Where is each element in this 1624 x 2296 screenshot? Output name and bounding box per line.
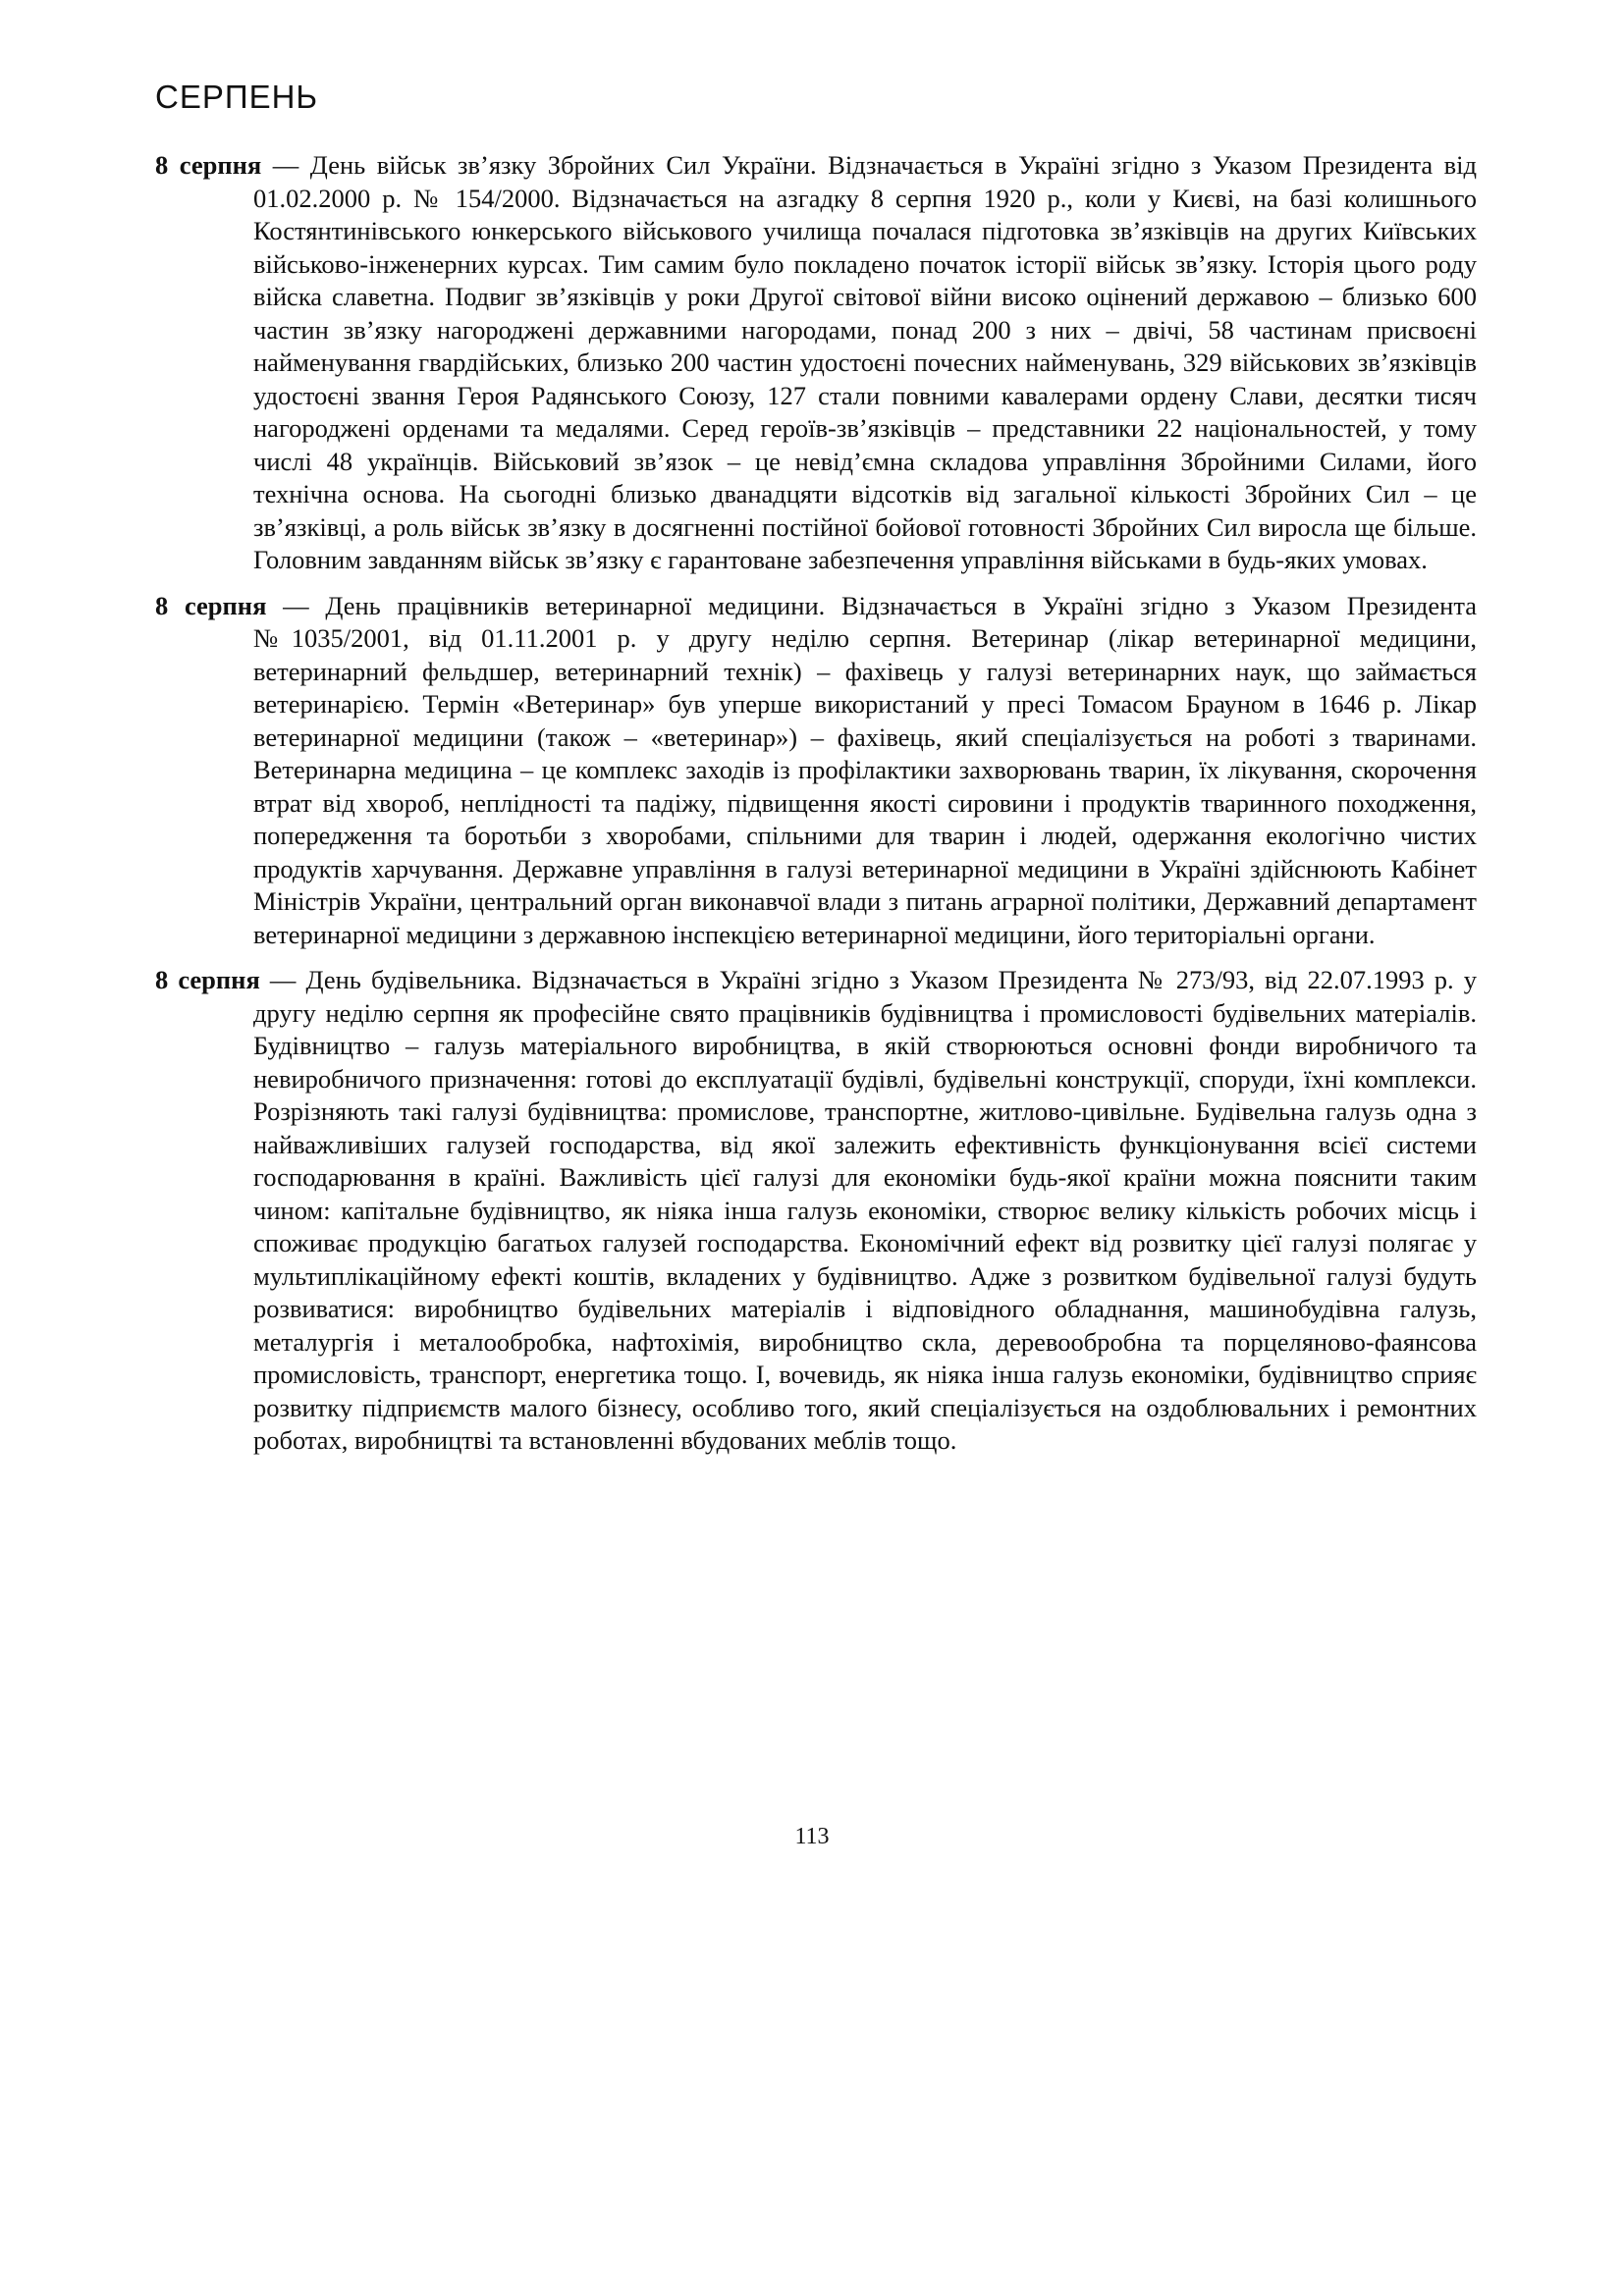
entry-text: День військ зв’язку Збройних Сил України. Відзначається в Україні згідно з Указом Президента від 01.02.2000 р. № 154/2000. Відзначається на азгадку 8 серпня 1920 р., коли у Києві, на базі колишнього Костянтинівського юнкерського військового училища почалася підготовка зв’язківців на других Київських військово-інженерних курсах. Тим самим було покладено початок історії військ зв’язку. Історія цього роду війска славетна. Подвиг зв’язківців у роки Другої світової війни високо оцінений державою – близько 600 частин зв’язку нагороджені державними нагородами, понад 200 з них – двічі, 58 частинам присвоєні найменування гвардійських, близько 200 частин удостоєні почесних найменувань, 329 військових зв’язківців удостоєні звання Героя Радянського Союзу, 127 стали повними кавалерами ордену Слави, десятки тисяч нагороджені орденами та медалями. Серед героїв-зв’язківців – представники 22 національностей, у тому числі 48 українців. Військовий зв’язок – це невід’ємна складова управління Збройними Силами, його технічна основа. На сьогодні близько дванадцяти відсотків від загальної кількості Збройних Сил – це зв’язківці, а роль військ зв’язку в досягненні постійної бойової готовності Збройних Сил виросла ще більше. Головним завданням військ зв’язку є гарантоване забезпечення управління військами в будь-яких умовах. — [253, 150, 1477, 574]
entry-dash: — — [272, 150, 299, 180]
holiday-entry-military-communications — [155, 149, 1477, 577]
holiday-entry-builders — [155, 964, 1477, 1458]
holiday-list — [155, 149, 1477, 1470]
entry-date: 8 серпня — [155, 150, 262, 180]
holiday-entry-veterinary — [155, 590, 1477, 952]
entry-text: День працівників ветеринарної медицини. Відзначається в Україні згідно з Указом Президента №1035/2001, від 01.11.2001 р. у другу неділю серпня. Ветеринар (лікар ветеринарної медицини, ветеринарний фельдшер, ветеринарний технік) – фахівець у галузі ветеринарних наук, що займається ветеринарією. Термін «Ветеринар» був уперше використаний у пресі Томасом Брауном в 1646 р. Лікар ветеринарної медицини (також – «ветеринар») – фахівець, який спеціалізується на роботі з тваринами. Ветеринарна медицина – це комплекс заходів із профілактики захворювань тварин, їх лікування, скорочення втрат від хвороб, неплідності та падіжу, підвищення якості сировини і продуктів тваринного походження, попередження та боротьби з хворобами, спільними для тварин і людей, одержання екологічно чистих продуктів харчування. Державне управління в галузі ветеринарної медицини в Україні здійснюють Кабінет Міністрів України, центральний орган виконавчої влади з питань аграрної політики, Державний департамент ветеринарної медицини з державною інспекцією ветеринарної медицини, його територіальні органи. — [253, 590, 1478, 949]
entry-dash: — — [269, 965, 297, 994]
entry-dash: — — [283, 590, 309, 620]
entry-date: 8 серпня — [155, 965, 260, 994]
month-heading: СЕРПЕНЬ — [155, 79, 319, 115]
entry-text: День будівельника. Відзначається в Україні згідно з Указом Президента № 273/93, від 22.07.1993 р. у другу неділю серпня як професійне свято працівників будівництва і промисловості будівельних матеріалів. Будівництво – галузь матеріального виробництва, в якій створюються основні фонди виробничого та невиробничого призначення: готові до експлуатації будівлі, будівельні конструкції, споруди, їхні комплекси. Розрізняють такі галузі будівництва: промислове, транспортне, житлово-цивільне. Будівельна галузь одна з найважливіших галузей господарства, від якої залежить ефективність функціонування всієї системи господарювання в країні. Важливість цієї галузі для економіки будь-якої країни можна пояснити таким чином: капітальне будівництво, як ніяка інша галузь економіки, створює велику кількість робочих місць і споживає продукцію багатьох галузей господарства. Економічний ефект від розвитку цієї галузі полягає у мультиплікаційному ефекті коштів, вкладених у будівництво. Адже з розвитком будівельної галузі будуть розвиватися: виробництво будівельних матеріалів і відповідного обладнання, машинобудівна галузь, металургія і металообробка, нафтохімія, виробництво скла, деревообробна та порцеляново-фаянсова промисловість, транспорт, енергетика тощо. І, вочевидь, як ніяка інша галузь економіки, будівництво сприяє розвитку підприємств малого бізнесу, особливо того, який спеціалізується на оздоблювальних і ремонтних роботах, виробництві та встановленні вбудованих меблів тощо. — [253, 965, 1478, 1455]
page-number: 113 — [794, 1824, 830, 1849]
entry-date: 8 серпня — [155, 590, 267, 620]
